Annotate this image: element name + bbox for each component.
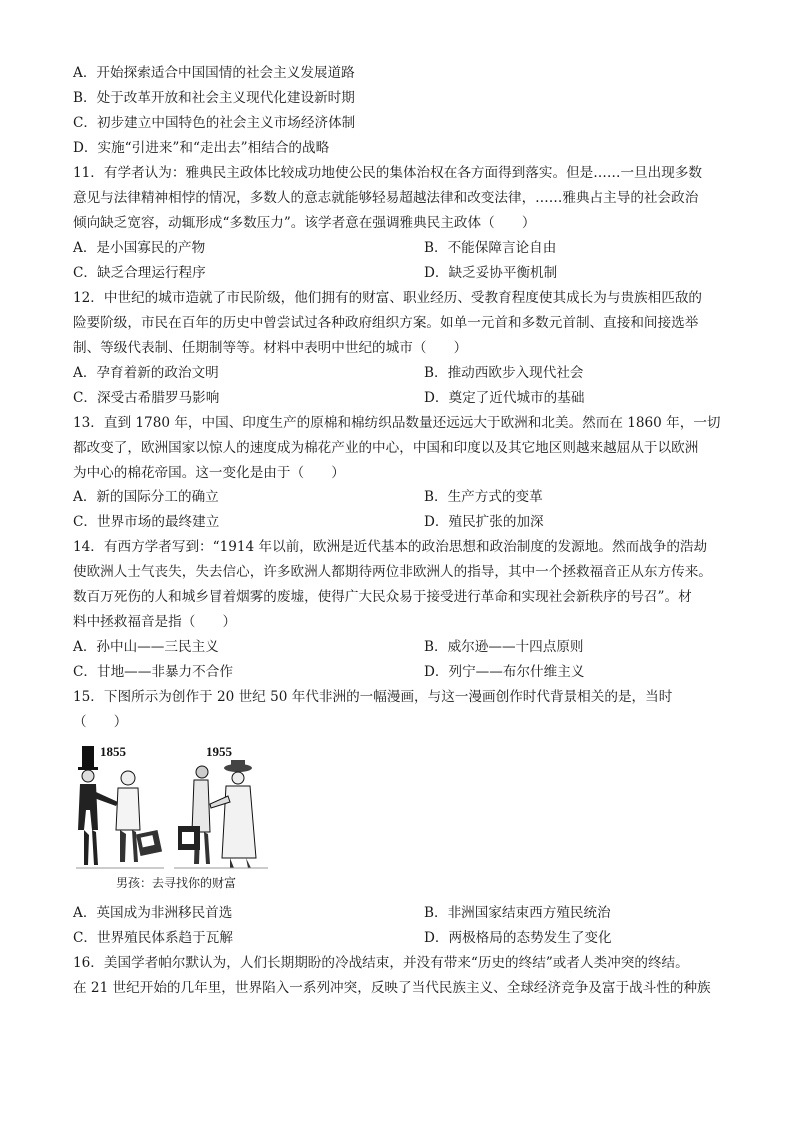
q14-stem-line: 数百万死伤的人和城乡冒着烟雾的废墟，使得广大民众易于接受进行革命和实现社会新秩序的号召”。材 (73, 589, 692, 605)
q10-option-d: D．实施“引进来”和“走出去”相结合的战略 (73, 140, 330, 156)
q15-option-a: A．英国成为非洲移民首选 (73, 905, 233, 921)
q14-stem-line: 料中拯救福音是指（ ） (73, 614, 237, 630)
q12-option-a: A．孕育着新的政治文明 (73, 365, 219, 381)
q15-stem-line: 15．下图所示为创作于 20 世纪 50 年代非洲的一幅漫画，与这一漫画创作时代背景相关的是，当时 (73, 689, 673, 705)
q12-stem-line: 制、等级代表制、任期制等等。材料中表明中世纪的城市（ ） (73, 340, 468, 356)
q12-option-c: C．深受古希腊罗马影响 (73, 390, 220, 406)
q15-stem-line: （ ） (73, 714, 128, 730)
q13-option-d: D．殖民扩张的加深 (424, 514, 544, 530)
q13-option-c: C．世界市场的最终建立 (73, 514, 220, 530)
q14-option-b: B．威尔逊——十四点原则 (424, 639, 584, 655)
q12-option-b: B．推动西欧步入现代社会 (424, 365, 584, 381)
q14-option-c: C．甘地——非暴力不合作 (73, 664, 233, 680)
cartoon-year-left: 1855 (100, 744, 126, 759)
q12-stem-line: 12．中世纪的城市造就了市民阶级，他们拥有的财富、职业经历、受教育程度使其成长为与贵族相匹敌的 (73, 290, 703, 306)
q13-stem-line: 都改变了，欧洲国家以惊人的速度成为棉花产业的中心，中国和印度以及其它地区则越来越屈从于以欧洲 (73, 440, 699, 456)
q10-option-a: A．开始探索适合中国国情的社会主义发展道路 (73, 65, 355, 81)
q16-stem-line: 在 21 世纪开始的几年里，世界陷入一系列冲突，反映了当代民族主义、全球经济竞争及富于战斗性的种族 (73, 980, 711, 996)
q13-stem-line: 13．直到 1780 年，中国、印度生产的原棉和棉纺织品数量还远远大于欧洲和北美。然而在 1860 年，一切 (73, 415, 721, 431)
cartoon-illustration (74, 740, 270, 890)
q16-stem-line: 16．美国学者帕尔默认为，人们长期期盼的冷战结束，并没有带来“历史的终结”或者人类冲突的终结。 (73, 955, 689, 971)
cartoon-caption: 男孩：去寻找你的财富 (116, 876, 237, 890)
cartoon-year-right: 1955 (206, 744, 232, 759)
q12-option-d: D．奠定了近代城市的基础 (424, 390, 585, 406)
q14-stem-line: 14．有西方学者写到：“1914 年以前，欧洲是近代基本的政治思想和政治制度的发源地。然而战争的浩劫 (73, 539, 708, 555)
q10-option-b: B．处于改革开放和社会主义现代化建设新时期 (73, 90, 355, 106)
q11-stem-line: 倾向缺乏宽容，动辄形成“多数压力”。该学者意在强调雅典民主政体（ ） (73, 215, 536, 231)
q13-option-a: A．新的国际分工的确立 (73, 489, 219, 505)
q13-option-b: B．生产方式的变革 (424, 489, 543, 505)
q15-option-b: B．非洲国家结束西方殖民统治 (424, 905, 611, 921)
q11-option-b: B．不能保障言论自由 (424, 240, 557, 256)
q11-option-a: A．是小国寡民的产物 (73, 240, 206, 256)
q15-option-c: C．世界殖民体系趋于瓦解 (73, 930, 233, 946)
q14-option-d: D．列宁——布尔什维主义 (424, 664, 585, 680)
q14-option-a: A．孙中山——三民主义 (73, 639, 219, 655)
q15-option-d: D．两极格局的态势发生了变化 (424, 930, 612, 946)
q13-stem-line: 为中心的棉花帝国。这一变化是由于（ ） (73, 465, 345, 481)
q10-option-c: C．初步建立中国特色的社会主义市场经济体制 (73, 115, 356, 131)
q12-stem-line: 险要阶级，市民在百年的历史中曾尝试过各种政府组织方案。如单一元首和多数元首制、直接和间接选举 (73, 315, 699, 331)
q11-option-c: C．缺乏合理运行程序 (73, 265, 206, 281)
q14-stem-line: 使欧洲人士气丧失，失去信心，许多欧洲人都期待两位非欧洲人的指导，其中一个拯救福音正从东方传来。 (73, 564, 712, 580)
q11-stem-line: 意见与法律精神相悖的情况，多数人的意志就能够轻易超越法律和改变法律，……雅典占主导的社会政治 (73, 190, 699, 206)
q11-option-d: D．缺乏妥协平衡机制 (424, 265, 558, 281)
q11-stem-line: 11．有学者认为：雅典民主政体比较成功地使公民的集体治权在各方面得到落实。但是……一旦出现多数 (73, 165, 703, 181)
